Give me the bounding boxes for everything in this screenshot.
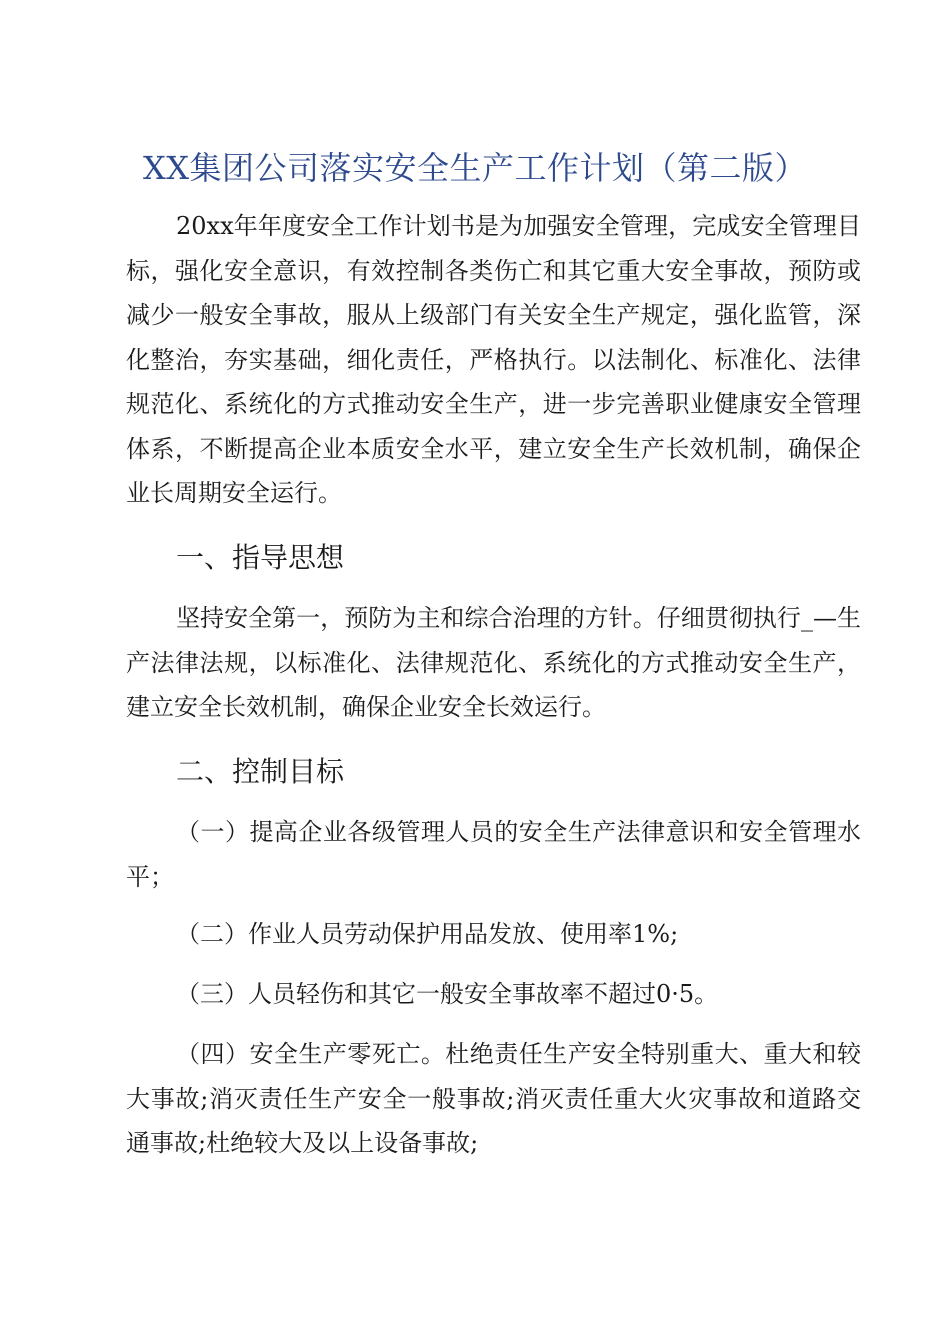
- section-control-targets: [126, 750, 861, 794]
- section-heading: 二、控制目标: [176, 755, 345, 788]
- intro-paragraph: 20xx年年度安全工作计划书是为加强安全管理，完成安全管理目标，强化安全意识，有效控制各类伤亡和其它重大安全事故，预防或减少一般安全事故，服从上级部门有关安全生产规定，强化监管，深化整治，夯实基础，细化责任，严格执行。以法制化、标准化、法律规范化、系统化的方式推动安全生产，进一步完善职业健康安全管理体系，不断提高企业本质安全水平，建立安全生产长效机制，确保企业长周期安全运行。: [126, 212, 861, 507]
- target-item-3-block: [126, 972, 861, 1017]
- section1-text-block: [126, 596, 861, 730]
- target-item: （三）人员轻伤和其它一般安全事故率不超过0·5。: [176, 980, 719, 1008]
- target-item: （四）安全生产零死亡。杜绝责任生产安全特别重大、重大和较大事故;消灭责任生产安全一般事故;消灭责任重大火灾事故和道路交通事故;杜绝较大及以上设备事故;: [126, 1040, 861, 1157]
- section1-paragraph: 坚持安全第一，预防为主和综合治理的方针。仔细贯彻执行_—生产法律法规，以标准化、法律规范化、系统化的方式推动安全生产，建立安全长效机制，确保企业安全长效运行。: [126, 604, 861, 721]
- section-heading: 一、指导思想: [176, 541, 345, 574]
- intro-block: [126, 204, 861, 516]
- target-item: （一）提高企业各级管理人员的安全生产法律意识和安全管理水平；: [126, 818, 861, 891]
- target-item: （二）作业人员劳动保护用品发放、使用率1%;: [176, 920, 679, 948]
- document-title: XX集团公司落实安全生产工作计划（第二版）: [142, 149, 808, 187]
- section-guiding-ideology: [126, 536, 861, 580]
- target-item-4-block: [126, 1032, 861, 1166]
- target-item-1-block: [126, 810, 861, 899]
- target-item-2-block: [126, 912, 861, 957]
